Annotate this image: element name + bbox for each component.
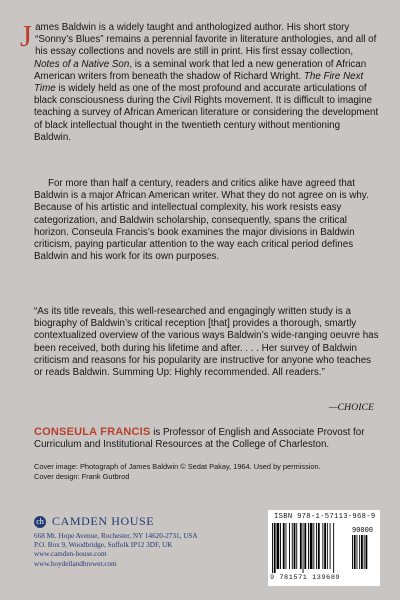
description-paragraph: For more than half a century, readers and critics alike have agreed that Baldwin is a major African American writer. What they do not agree on is why. Because of his artistic and intellectual complexity, his work resists easy categorization, and Baldwin scholarship, consequently, spans the critical horizon. Conseula Francis’s book examines the major divisions in Baldwin criticism, paying particular attention to the way each critical period defines Baldwin and his work for its own purposes. xyxy=(34,178,369,263)
publisher-block xyxy=(34,514,234,569)
barcode-bar xyxy=(296,523,297,569)
barcode-bar xyxy=(313,523,314,569)
publisher-website-2: www.boydellandbrewer.com xyxy=(34,559,117,568)
barcode-bar xyxy=(274,523,276,573)
barcode-bar xyxy=(333,523,334,573)
cover-image-credit: Cover image: Photograph of James Baldwin © Sedat Pakay, 1964. Used by permission. xyxy=(34,462,321,471)
isbn-label: ISBN 978-1-57113-968-9 xyxy=(274,513,376,521)
barcode-bar xyxy=(322,523,323,569)
price-bar xyxy=(354,535,356,569)
barcode-bars-icon xyxy=(272,523,376,573)
barcode-bar xyxy=(280,523,281,569)
intro-text-c: is widely held as one of the most profound and accurate articulations of black consciousness during the Civil Rights movement. It is difficult to imagine teaching a survey of African American literature or considering the development of black intellectual thought in the twentieth century without mentioning Baldwin. xyxy=(34,83,379,143)
barcode-bar xyxy=(316,523,317,569)
author-bio-text: is Professor of English and Associate Provost for Curriculum and Institutional Resources at the College of Charleston. xyxy=(34,427,365,451)
barcode xyxy=(268,510,380,586)
barcode-bar xyxy=(327,523,328,569)
price-bar xyxy=(366,535,368,569)
publisher-address xyxy=(34,532,234,569)
intro-text-b: , is a seminal work that led a new generation of African American writers from beneath the shadow of Richard Wright. xyxy=(34,58,367,82)
review-quote: “As its title reveals, this well-researched and engagingly written study is a biography of Baldwin’s critical reception [that] provides a thorough, smartly contextualized overview of the various ways Baldwin’s wide-ranging oeuvre has been received, both during his lifetime and after. . . . Her survey of Baldwin criticism and reasons for his popularity are instructive for anyone who teaches or reads Baldwin. Summing Up: Highly recommended. All readers.” xyxy=(34,306,379,379)
book-title-fire: The Fire Next Time xyxy=(34,70,364,95)
price-bar xyxy=(359,535,360,569)
barcode-digits: 9 781571 139689 xyxy=(270,574,341,582)
price-code: 90000 xyxy=(352,527,374,535)
barcode-bar xyxy=(292,523,293,569)
publisher-address-us: 668 Mt. Hope Avenue, Rochester, NY 14620-2731, USA xyxy=(34,532,198,540)
price-bar xyxy=(352,535,353,569)
price-bar xyxy=(357,535,358,569)
publisher-address-uk: P.O. Box 9, Woodbridge, Suffolk IP12 3DF, UK xyxy=(34,541,173,550)
publisher-website-1: www.camden-house.com xyxy=(34,550,107,559)
barcode-bar xyxy=(324,523,326,569)
barcode-bar xyxy=(289,523,290,569)
book-title-notes: Notes of a Native Son xyxy=(34,58,130,70)
intro-paragraph xyxy=(20,18,379,144)
barcode-bar xyxy=(272,523,273,573)
barcode-bar xyxy=(308,523,309,569)
publisher-name: CAMDEN HOUSE xyxy=(52,514,155,528)
intro-text-a: ames Baldwin is a widely taught and anthologized author. His short story “Sonny’s Blues” remains a perennial favorite in literature anthologies, and all of his essay collections and novels are still in print. His first essay collection, xyxy=(35,22,377,58)
publisher-logo-icon: ch xyxy=(34,516,46,528)
author-name: CONSEULA FRANCIS xyxy=(34,426,151,438)
barcode-bar xyxy=(294,523,296,569)
barcode-bar xyxy=(330,523,331,569)
price-bar xyxy=(361,535,363,569)
review-attribution: —CHOICE xyxy=(328,402,374,413)
price-bar xyxy=(364,535,365,569)
barcode-bar xyxy=(300,523,302,569)
barcode-bar xyxy=(283,523,285,569)
barcode-bar xyxy=(277,523,280,569)
author-bio xyxy=(34,426,384,451)
barcode-bar xyxy=(303,523,304,573)
barcode-bar xyxy=(286,523,287,569)
barcode-bar xyxy=(304,523,306,569)
barcode-bar xyxy=(310,523,313,569)
cover-design-credit: Cover design: Frank Gutbrod xyxy=(34,472,130,481)
cover-credits xyxy=(34,462,321,482)
drop-cap: J xyxy=(20,18,33,53)
barcode-bar xyxy=(318,523,320,569)
